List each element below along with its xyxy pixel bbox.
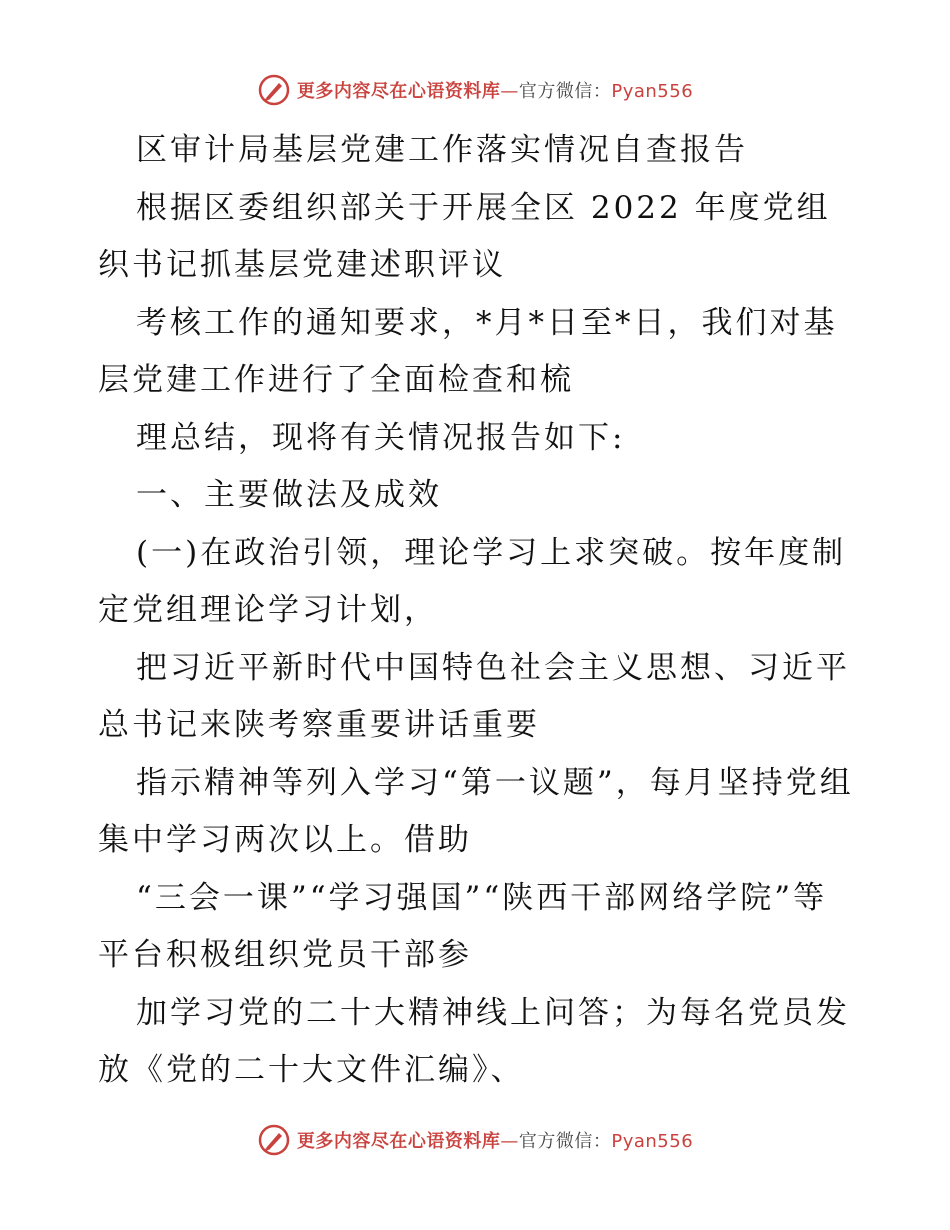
watermark-wechat-id: Pyan556 bbox=[611, 1131, 694, 1152]
paragraph: 理总结，现将有关情况报告如下: bbox=[136, 419, 626, 456]
quill-pen-icon bbox=[257, 73, 291, 107]
document-body bbox=[98, 122, 858, 1100]
quill-pen-icon bbox=[257, 1123, 291, 1157]
paragraph: 加学习党的二十大精神线上问答；为每名党员发放《党的二十大文件汇编》、 bbox=[98, 994, 850, 1088]
header-watermark bbox=[0, 70, 950, 110]
watermark-grey-text: 官方微信： bbox=[518, 1131, 612, 1152]
document-title: 区审计局基层党建工作落实情况自查报告 bbox=[136, 132, 748, 168]
paragraph: (一)在政治引领，理论学习上求突破。按年度制定党组理论学习计划， bbox=[98, 534, 847, 628]
paragraph: 考核工作的通知要求，*月*日至*日，我们对基层党建工作进行了全面检查和梳 bbox=[98, 304, 838, 398]
watermark-text bbox=[297, 1127, 693, 1153]
watermark-grey-text: 官方微信： bbox=[518, 81, 612, 102]
watermark-separator: — bbox=[500, 81, 519, 102]
watermark-wechat-id: Pyan556 bbox=[611, 81, 694, 102]
paragraph: “三会一课”“学习强国”“陕西干部网络学院”等平台积极组织党员干部参 bbox=[98, 879, 828, 973]
watermark-red-text: 更多内容尽在心语资料库 bbox=[296, 1131, 501, 1152]
paragraph: 把习近平新时代中国特色社会主义思想、习近平总书记来陕考察重要讲话重要 bbox=[98, 649, 850, 743]
paragraph: 指示精神等列入学习“第一议题”，每月坚持党组集中学习两次以上。借助 bbox=[98, 764, 854, 858]
watermark-text bbox=[297, 77, 693, 103]
watermark-separator: — bbox=[500, 1131, 519, 1152]
paragraph: 根据区委组织部关于开展全区 2022 年度党组织书记抓基层党建述职评议 bbox=[98, 189, 831, 283]
section-heading: 一、主要做法及成效 bbox=[136, 477, 442, 513]
footer-watermark bbox=[0, 1120, 950, 1160]
watermark-red-text: 更多内容尽在心语资料库 bbox=[296, 81, 501, 102]
